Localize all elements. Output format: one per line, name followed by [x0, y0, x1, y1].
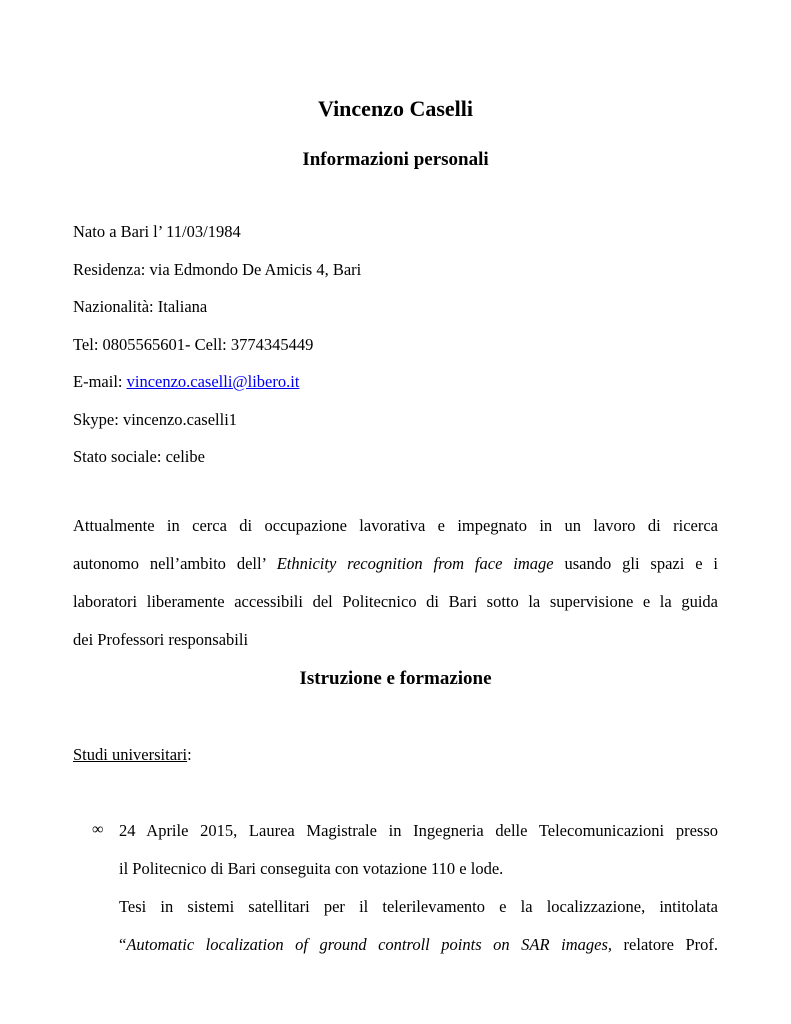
- education-item-line: [119, 926, 718, 964]
- summary-line: Attualmente in cerca di occupazione lavorativa e impegnato in un lavoro di ricerca: [73, 516, 718, 535]
- summary-line: dei Professori responsabili: [73, 630, 249, 649]
- phone-info: Tel: 0805565601- Cell: 3774345449: [73, 335, 314, 354]
- birth-info: Nato a Bari l’ 11/03/1984: [73, 222, 241, 241]
- nationality-info: Nazionalità: Italiana: [73, 297, 208, 316]
- education-item: [119, 812, 718, 964]
- thesis-advisor-prefix: relatore Prof.: [612, 935, 718, 954]
- thesis-open-quote: “: [119, 935, 127, 954]
- thesis-title: Automatic localization of ground controll points on SAR images,: [126, 935, 612, 954]
- summary-paragraph: [73, 507, 718, 659]
- studies-label-colon: :: [187, 745, 192, 764]
- marital-status-info: Stato sociale: celibe: [73, 447, 205, 466]
- skype-info: Skype: vincenzo.caselli1: [73, 410, 238, 429]
- email-info: [73, 372, 299, 392]
- summary-line2-pre: autonomo nell’ambito dell’: [73, 554, 277, 573]
- document-title: Vincenzo Caselli: [318, 96, 473, 121]
- email-label: E-mail:: [73, 372, 127, 391]
- education-heading: Istruzione e formazione: [299, 668, 492, 689]
- email-link[interactable]: vincenzo.caselli@libero.it: [126, 372, 300, 391]
- education-item-line: 24 Aprile 2015, Laurea Magistrale in Ingegneria delle Telecomunicazioni presso: [119, 821, 718, 840]
- summary-line: [73, 545, 718, 583]
- personal-info-heading: Informazioni personali: [302, 149, 489, 170]
- education-item-line: il Politecnico di Bari conseguita con votazione 110 e lode.: [119, 859, 504, 878]
- studies-label: [73, 745, 192, 765]
- studies-label-text: Studi universitari: [73, 745, 188, 764]
- infinity-bullet-icon: ∞: [92, 821, 104, 838]
- education-item-line: Tesi in sistemi satellitari per il telerilevamento e la localizzazione, intitolata: [119, 897, 718, 916]
- summary-line2-post: usando gli spazi e i: [553, 554, 718, 573]
- residence-info: Residenza: via Edmondo De Amicis 4, Bari: [73, 260, 362, 279]
- summary-line: laboratori liberamente accessibili del Politecnico di Bari sotto la supervisione e la guida: [73, 592, 718, 611]
- summary-research-topic: Ethnicity recognition from face image: [276, 554, 554, 573]
